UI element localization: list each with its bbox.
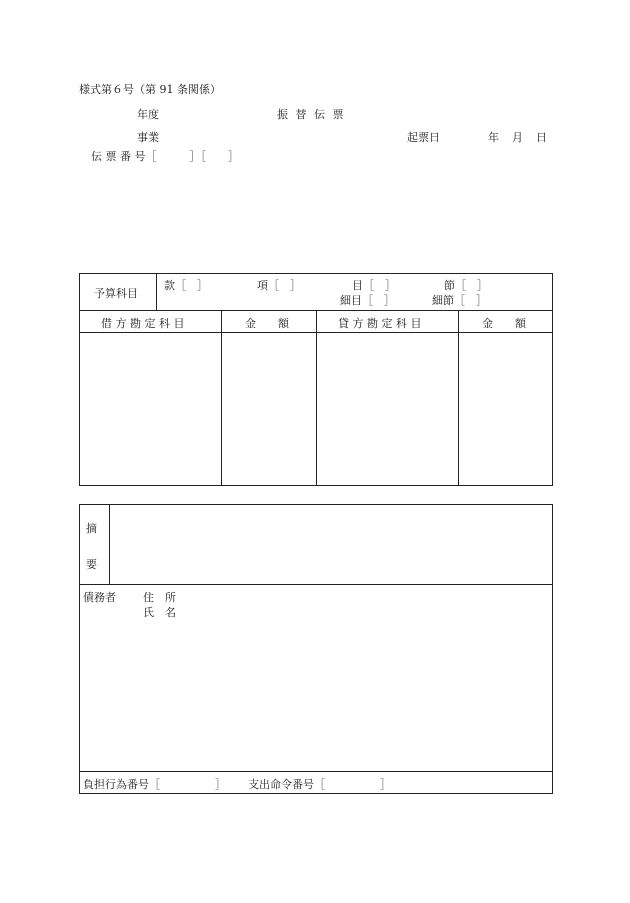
year-label: 年 (488, 131, 499, 144)
budget-moku: 目［ ］ (352, 279, 396, 292)
form-number: 様式第６号（第 91 条関係） (79, 83, 221, 96)
debtor-address-label: 住 所 (143, 591, 176, 604)
budget-kan: 款［ ］ (164, 279, 208, 292)
divider (79, 771, 553, 772)
slip-number-label: 伝 票 番 号［ ］［ ］ (91, 150, 239, 163)
divider (221, 310, 222, 486)
project-label: 事業 (137, 131, 159, 144)
debit-amount-header: 金 額 (245, 317, 289, 330)
issue-date-label: 起票日 (407, 131, 440, 144)
summary-table (79, 504, 553, 794)
debtor-label: 債務者 (83, 591, 116, 604)
fiscal-year-label: 年度 (137, 108, 159, 121)
month-label: 月 (512, 131, 523, 144)
divider (156, 273, 157, 310)
divider (458, 310, 459, 486)
budget-setsu: 節［ ］ (444, 279, 488, 292)
divider (316, 310, 317, 486)
budget-item-label: 予算科目 (94, 287, 138, 300)
debit-account-header: 借 方 勘 定 科 目 (101, 317, 185, 330)
page-title: 振 替 伝 票 (277, 108, 346, 121)
budget-kou: 項［ ］ (257, 279, 301, 292)
budget-saimoku: 細目［ ］ (340, 294, 395, 307)
debtor-name-label: 氏 名 (143, 606, 176, 619)
summary-label-top: 摘 (86, 522, 97, 535)
budget-saisetsu: 細節［ ］ (432, 294, 487, 307)
divider (79, 584, 553, 585)
summary-label-bottom: 要 (86, 558, 97, 571)
divider (109, 504, 110, 584)
day-label: 日 (536, 131, 547, 144)
credit-amount-header: 金 額 (482, 317, 526, 330)
burden-act-number: 負担行為番号［ ］ (83, 778, 226, 791)
credit-account-header: 貸 方 勘 定 科 目 (338, 317, 422, 330)
payment-order-number: 支出命令番号［ ］ (248, 778, 391, 791)
